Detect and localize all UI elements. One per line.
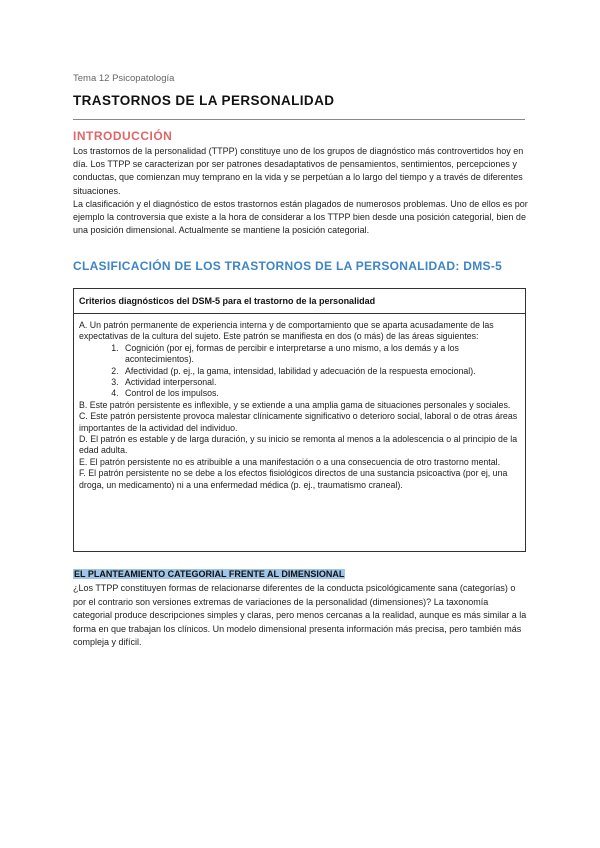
area-item: 3. Actividad interpersonal.	[121, 377, 519, 388]
criterion-a: A. Un patrón permanente de experiencia interna y de comportamiento que se aparta acusadamente de las expectativas de la cultura del sujeto. Este patrón se manifiesta en dos (o más) de las áreas siguientes:	[79, 320, 494, 342]
page-title: TRASTORNOS DE LA PERSONALIDAD	[73, 93, 335, 108]
intro-paragraph: Los trastornos de la personalidad (TTPP) constituye uno de los grupos de diagnóstico más controvertidos hoy en día. Los TTPP se caracterizan por ser patrones desadaptativos de pensamientos, sentimientos, percepciones y conductas, que comienzan muy temprano en la vida y se perpetúan a lo largo del tiempo y a través de diferentes situaciones.	[73, 146, 524, 196]
areas-list	[79, 343, 519, 400]
criterion-f: F. El patrón persistente no se debe a los efectos fisiológicos directos de una sustancia psicoactiva (por ej, una droga, un medicamento) ni a una enfermedad médica (p. ej., traumatismo craneal).	[79, 468, 508, 490]
intro-heading: INTRODUCCIÓN	[73, 129, 173, 143]
planteamiento-body: ¿Los TTPP constituyen formas de relacionarse diferentes de la conducta psicológicamente sana (categorías) o por el contrario son versiones extremas de variaciones de la personalidad (dimensiones)? La taxonomía categorial produce descripciones simples y claras, pero menos cercanas a la realidad, aunque es más similar a la forma en que trabajan los clínicos. Un modelo dimensional presenta información más precisa, pero también más compleja y difícil.	[73, 583, 527, 648]
criterion-d: D. El patrón es estable y de larga duración, y su inicio se remonta al menos a la adolescencia o al principio de la edad adulta.	[79, 434, 518, 456]
criteria-list	[74, 314, 525, 491]
criteria-box	[73, 288, 526, 552]
title-divider	[73, 119, 525, 120]
intro-paragraph: La clasificación y el diagnóstico de estos trastornos están plagados de numerosos problemas. Uno de ellos es por ejemplo la controversia que existe a la hora de considerar a los TTPP bien desde una posición categorial, bien de una posición dimensional. Actualmente se mantiene la posición categorial.	[73, 198, 528, 236]
area-item: 2. Afectividad (p. ej., la gama, intensidad, labilidad y adecuación de la respuesta emocional).	[121, 366, 519, 377]
classification-heading: CLASIFICACIÓN DE LOS TRASTORNOS DE LA PERSONALIDAD: DMS-5	[73, 259, 503, 273]
criterion-b: B. Este patrón persistente es inflexible, y se extiende a una amplia gama de situaciones personales y sociales.	[79, 399, 511, 410]
intro-body	[73, 145, 529, 237]
area-item: 4. Control de los impulsos.	[121, 388, 519, 399]
area-item: 1. Cognición (por ej, formas de percibir e interpretarse a uno mismo, a los demás y a los acontecimientos).	[121, 343, 519, 366]
criterion-c: C. Este patrón persistente provoca malestar clínicamente significativo o deterioro social, laboral o de otras áreas importantes de la actividad del individuo.	[79, 411, 518, 433]
topic-label: Tema 12 Psicopatología	[73, 73, 175, 84]
highlighted-subheading: EL PLANTEAMIENTO CATEGORIAL FRENTE AL DIMENSIONAL	[74, 569, 345, 579]
criteria-box-title: Criterios diagnósticos del DSM-5 para el trastorno de la personalidad	[74, 289, 525, 314]
criterion-e: E. El patrón persistente no es atribuible a una manifestación o a una consecuencia de otro trastorno mental.	[79, 456, 501, 467]
